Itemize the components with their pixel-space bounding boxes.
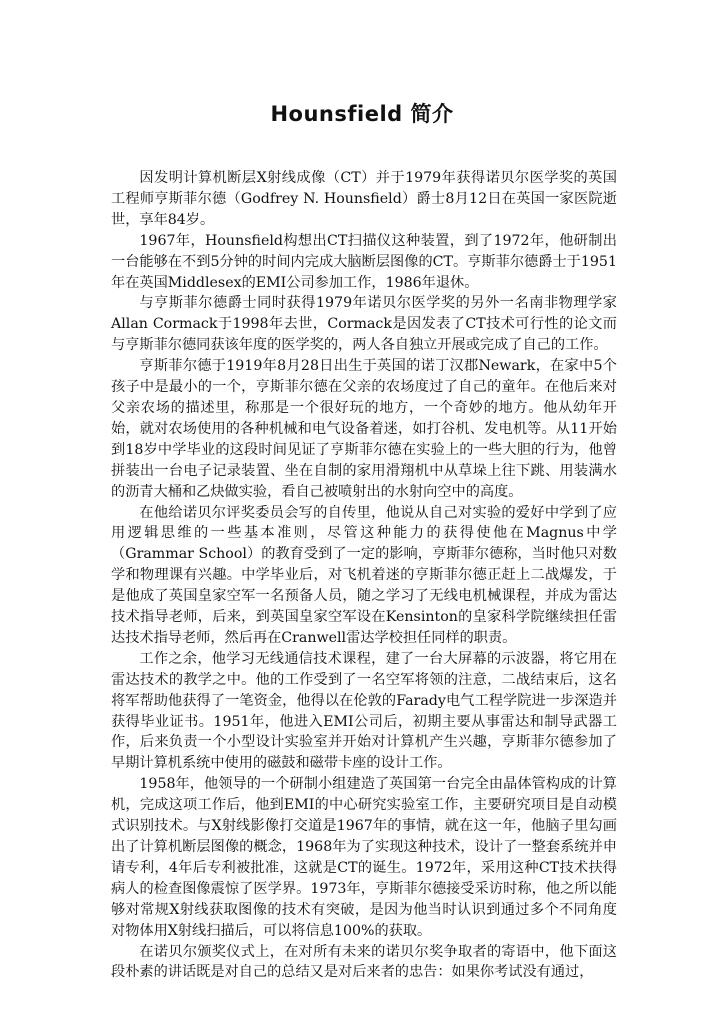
paragraph-3: 与亨斯菲尔德爵士同时获得1979年诺贝尔医学奖的另外一名南非物理学家Allan Cormack于1998年去世，Cormack是因发表了CT技术可行性的论文而与亨斯菲尔德同获该年度的医学奖的，两人各自独立开展或完成了自己的工作。 [111, 295, 617, 354]
document-body [111, 168, 617, 983]
paragraph-8: 在诺贝尔颁奖仪式上，在对所有未来的诺贝尔奖争取者的寄语中，他下面这段朴素的讲话既是对自己的总结又是对后来者的忠告：如果你考试没有通过， [111, 943, 617, 981]
paragraph-6: 工作之余，他学习无线通信技术课程，建了一台大屏幕的示波器，将它用在雷达技术的教学之中。他的工作受到了一名空军将领的注意，二战结束后，这名将军帮助他获得了一笔资金，他得以在伦敦的Farady电气工程学院进一步深造并获得毕业证书。1951年，他进入EMI公司后，初期主要从事雷达和制导武器工作，后来负责一个小型设计实验室并开始对计算机产生兴趣，亨斯菲尔德参加了早期计算机系统中使用的磁鼓和磁带卡座的设计工作。 [111, 650, 617, 772]
paragraph-4: 亨斯菲尔德于1919年8月28日出生于英国的诺丁汉郡Newark，在家中5个孩子中是最小的一个，亨斯菲尔德在父亲的农场度过了自己的童年。在他后来对父亲农场的描述里，称那是一个很好玩的地方，一个奇妙的地方。他从幼年开始，就对农场使用的各种机械和电气设备着迷，如打谷机、发电机等。从11开始到18岁中学毕业的这段时间见证了亨斯菲尔德在实验上的一些大胆的行为，他曾拼装出一台电子记录装置、坐在自制的家用滑翔机中从草垛上往下跳、用装满水的沥青大桶和乙炔做实验，看自己被喷射出的水射向空中的高度。 [111, 358, 617, 500]
document-title: Hounsfield 简介 [270, 102, 454, 126]
paragraph-7: 1958年，他领导的一个研制小组建造了英国第一台完全由晶体管构成的计算机，完成这项工作后，他到EMI的中心研究实验室工作，主要研究项目是自动模式识别技术。与X射线影像打交道是1967年的事情，就在这一年，他脑子里勾画出了计算机断层图像的概念，1968年为了实现这种技术，设计了一整套系统并申请专利，4年后专利被批准，这就是CT的诞生。1972年，采用这种CT技术扶得病人的检查图像震惊了医学界。1973年，亨斯菲尔德接受采访时称，他之所以能够对常规X射线获取图像的技术有突破，是因为他当时认识到通过多个不同角度对物体用X射线扫描后，可以将信息100%的获取。 [111, 776, 617, 939]
paragraph-5: 在他给诺贝尔评奖委员会写的自传里，他说从自己对实验的爱好中学到了应用逻辑思维的一些基本准则，尽管这种能力的获得使他在Magnus中学（Grammar School）的教育受到了一定的影响，亨斯菲尔德称，当时他只对数学和物理课有兴趣。中学毕业后，对飞机着迷的亨斯菲尔德正赶上二战爆发，于是他成了英国皇家空军一名预备人员，随之学习了无线电机械课程，并成为雷达技术指导老师，后来，到英国皇家空军设在Kensinton的皇家科学院继续担任雷达技术指导老师，然后再在Cranwell雷达学校担任同样的职责。 [111, 504, 617, 646]
paragraph-2: 1967年，Hounsfield构想出CT扫描仪这种装置，到了1972年，他研制出一台能够在不到5分钟的时间内完成大脑断层图像的CT。亨斯菲尔德爵士于1951年在英国Middlesex的EMI公司参加工作，1986年退休。 [111, 232, 617, 291]
paragraph-1: 因发明计算机断层X射线成像（CT）并于1979年获得诺贝尔医学奖的英国工程师亨斯菲尔德（Godfrey N. Hounsfield）爵士8月12日在英国一家医院逝世，享年84岁。 [111, 170, 617, 228]
